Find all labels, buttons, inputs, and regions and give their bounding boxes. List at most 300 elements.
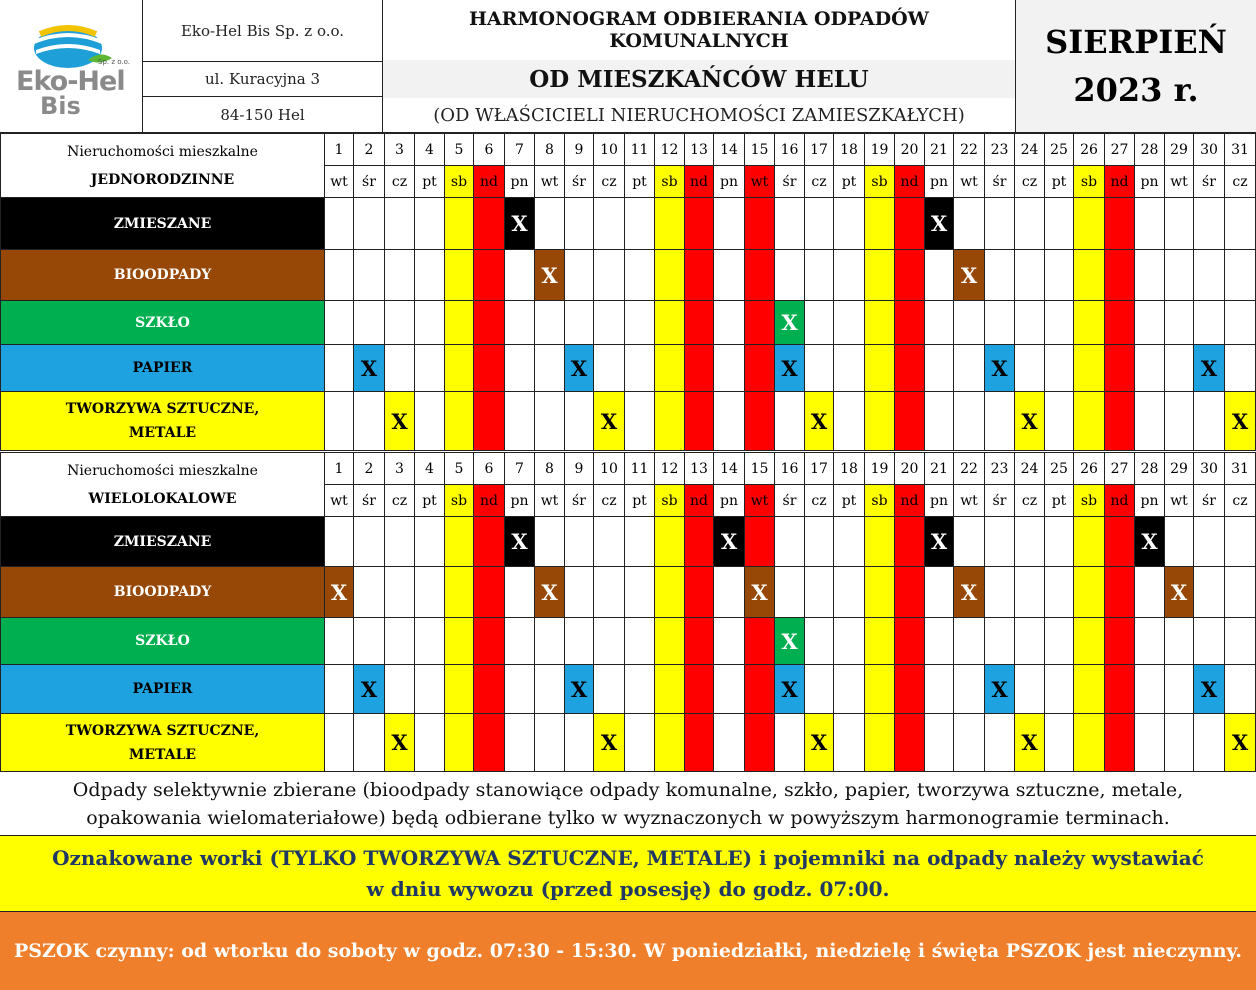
day-cell (895, 250, 925, 301)
day-cell (565, 392, 594, 451)
day-number-cell: 28 (1135, 134, 1165, 166)
day-cell (655, 618, 685, 665)
day-cell (775, 198, 805, 250)
day-cell (1015, 198, 1045, 250)
day-cell (925, 392, 954, 451)
day-cell (805, 618, 834, 665)
day-cell (745, 714, 775, 772)
day-cell (805, 250, 834, 301)
day-cell (985, 301, 1015, 345)
day-number-cell: 17 (805, 453, 834, 485)
day-cell (1225, 250, 1256, 301)
weekday-cell: pt (1045, 166, 1074, 198)
day-cell (1015, 665, 1045, 714)
day-cell (594, 618, 625, 665)
day-cell (865, 567, 895, 618)
day-cell (775, 567, 805, 618)
day-cell (1074, 301, 1105, 345)
day-cell (474, 392, 505, 451)
day-cell (685, 198, 714, 250)
day-cell (1194, 517, 1225, 567)
day-cell (625, 345, 655, 392)
weekday-cell: śr (565, 485, 594, 517)
day-cell (745, 198, 775, 250)
day-cell (895, 198, 925, 250)
section-label (1, 134, 325, 198)
waste-type-label: BIOODPADY (1, 250, 325, 301)
day-cell (474, 517, 505, 567)
day-cell (1165, 618, 1194, 665)
day-cell (625, 618, 655, 665)
weekday-cell: wt (325, 166, 354, 198)
waste-type-label: PAPIER (1, 345, 325, 392)
day-cell (1225, 618, 1256, 665)
pickup-mark-cell (775, 618, 805, 665)
day-cell (954, 714, 985, 772)
day-cell (985, 714, 1015, 772)
pickup-mark-cell (985, 345, 1015, 392)
day-cell (865, 301, 895, 345)
day-cell (415, 714, 445, 772)
day-cell (1105, 714, 1135, 772)
day-number-cell: 31 (1225, 134, 1256, 166)
day-cell (714, 250, 745, 301)
day-cell (415, 392, 445, 451)
day-cell (1135, 714, 1165, 772)
day-number-cell: 5 (445, 134, 474, 166)
day-cell (474, 345, 505, 392)
schedule-table-multi-family (0, 452, 1256, 772)
day-cell (565, 250, 594, 301)
weekday-cell: wt (535, 166, 565, 198)
day-cell (805, 345, 834, 392)
pickup-mark-cell (775, 345, 805, 392)
day-cell (565, 618, 594, 665)
section-label-line1: Nieruchomości mieszkalne (67, 462, 258, 479)
day-cell (834, 714, 865, 772)
waste-row-papier (1, 345, 1256, 392)
weekday-cell: pt (834, 485, 865, 517)
weekday-cell: nd (685, 485, 714, 517)
waste-row-zmieszane (1, 517, 1256, 567)
day-number-cell: 4 (415, 134, 445, 166)
day-number-cell: 8 (535, 453, 565, 485)
weekday-cell: pt (415, 166, 445, 198)
day-number-cell: 1 (325, 134, 354, 166)
section-label-line2: WIELOLOKALOWE (88, 490, 237, 507)
weekday-cell: wt (325, 485, 354, 517)
pszok-note (0, 912, 1256, 990)
selective-waste-note-text: Odpady selektywnie zbierane (bioodpady stanowiące odpady komunalne, szkło, papier, tworzywa sztuczne, metale, opakowania wielomateriałowe) będą odbierane tylko w wyznaczonych w powyższym harmonogramie terminach. (72, 778, 1184, 829)
day-cell (535, 392, 565, 451)
day-cell (594, 301, 625, 345)
day-cell (1194, 567, 1225, 618)
day-cell (1105, 665, 1135, 714)
day-cell (895, 301, 925, 345)
day-number-cell: 27 (1105, 453, 1135, 485)
waste-type-label: TWORZYWA SZTUCZNE, METALE (1, 714, 325, 772)
day-cell (655, 567, 685, 618)
day-cell (385, 198, 415, 250)
weekday-cell: cz (1225, 166, 1256, 198)
day-cell (535, 345, 565, 392)
day-cell (445, 665, 474, 714)
day-cell (565, 198, 594, 250)
day-cell (714, 714, 745, 772)
day-cell (745, 665, 775, 714)
day-cell (925, 714, 954, 772)
day-number-cell: 11 (625, 453, 655, 485)
pickup-mark: X (781, 628, 798, 654)
day-cell (505, 392, 535, 451)
day-cell (865, 250, 895, 301)
day-number-cell: 27 (1105, 134, 1135, 166)
day-cell (325, 618, 354, 665)
weekday-cell: cz (385, 485, 415, 517)
day-cell (685, 345, 714, 392)
title-line2: OD MIESZKAŃCÓW HELU (383, 60, 1015, 98)
pickup-mark-cell (925, 198, 954, 250)
waste-row-tworzywa (1, 714, 1256, 772)
day-cell (1225, 198, 1256, 250)
pickup-mark: X (600, 730, 618, 755)
day-cell (714, 301, 745, 345)
logo-text-main: Eko-Hel (16, 66, 125, 97)
day-cell (535, 665, 565, 714)
weekday-cell: cz (1015, 485, 1045, 517)
weekday-cell: pt (625, 485, 655, 517)
weekday-cell: sb (655, 485, 685, 517)
day-cell (1015, 250, 1045, 301)
day-cell (1074, 665, 1105, 714)
day-cell (925, 567, 954, 618)
day-cell (685, 517, 714, 567)
waste-type-label: ZMIESZANE (1, 198, 325, 250)
day-cell (505, 301, 535, 345)
day-cell (655, 250, 685, 301)
waste-row-szklo (1, 301, 1256, 345)
pickup-mark-cell (1015, 714, 1045, 772)
day-cell (1045, 665, 1074, 714)
pickup-mark: X (391, 408, 408, 434)
day-cell (1135, 301, 1165, 345)
day-number-cell: 20 (895, 453, 925, 485)
weekday-cell: nd (895, 485, 925, 517)
weekday-cell: śr (1194, 166, 1225, 198)
day-cell (1045, 198, 1074, 250)
day-cell (954, 301, 985, 345)
waste-row-zmieszane (1, 198, 1256, 250)
day-cell (594, 567, 625, 618)
pickup-mark-cell (1135, 517, 1165, 567)
weekday-cell: cz (805, 166, 834, 198)
day-number-cell: 2 (354, 453, 385, 485)
pickup-mark-cell (565, 345, 594, 392)
day-cell (1165, 392, 1194, 451)
day-cell (565, 301, 594, 345)
pickup-mark: X (511, 529, 528, 554)
day-cell (1074, 345, 1105, 392)
day-cell (985, 517, 1015, 567)
day-number-cell: 9 (565, 453, 594, 485)
day-number-cell: 24 (1015, 134, 1045, 166)
day-cell (865, 392, 895, 451)
day-cell (805, 517, 834, 567)
waste-type-label: TWORZYWA SZTUCZNE, METALE (1, 392, 325, 451)
day-cell (805, 301, 834, 345)
pickup-mark-cell (1015, 392, 1045, 451)
day-cell (1135, 345, 1165, 392)
day-cell (954, 345, 985, 392)
weekday-cell: śr (565, 166, 594, 198)
pickup-mark: X (781, 355, 798, 381)
weekday-cell: wt (954, 166, 985, 198)
day-cell (1194, 250, 1225, 301)
weekday-cell: cz (1225, 485, 1256, 517)
pickup-mark: X (1200, 676, 1218, 702)
day-cell (895, 517, 925, 567)
day-cell (834, 301, 865, 345)
logo-text-sub: Bis (40, 92, 81, 120)
waste-type-label: ZMIESZANE (1, 517, 325, 567)
day-cell (985, 567, 1015, 618)
waste-row-szklo (1, 618, 1256, 665)
company-city: 84-150 Hel (143, 97, 383, 133)
day-cell (865, 198, 895, 250)
day-cell (834, 618, 865, 665)
day-cell (714, 345, 745, 392)
day-cell (834, 345, 865, 392)
day-cell (1045, 250, 1074, 301)
day-number-cell: 4 (415, 453, 445, 485)
pickup-mark: X (541, 579, 558, 605)
day-cell (625, 517, 655, 567)
day-number-cell: 6 (474, 453, 505, 485)
day-cell (385, 301, 415, 345)
day-cell (535, 714, 565, 772)
pickup-mark: X (1141, 529, 1158, 554)
pickup-mark-cell (354, 345, 385, 392)
day-cell (865, 618, 895, 665)
day-cell (714, 665, 745, 714)
day-cell (895, 345, 925, 392)
day-cell (474, 250, 505, 301)
weekday-cell: pt (834, 166, 865, 198)
day-number-cell: 18 (834, 134, 865, 166)
pickup-mark-cell (985, 665, 1015, 714)
waste-row-bioodpady (1, 567, 1256, 618)
day-number-cell: 13 (685, 134, 714, 166)
weekday-cell: pn (1135, 166, 1165, 198)
weekday-cell: wt (954, 485, 985, 517)
company-street: ul. Kuracyjna 3 (143, 62, 383, 97)
pickup-mark-cell (805, 392, 834, 451)
day-cell (354, 567, 385, 618)
day-cell (1105, 392, 1135, 451)
day-number-cell: 23 (985, 134, 1015, 166)
day-cell (745, 618, 775, 665)
day-cell (1015, 567, 1045, 618)
pickup-mark-cell (1165, 567, 1194, 618)
day-number-cell: 16 (775, 134, 805, 166)
day-cell (415, 198, 445, 250)
day-cell (1105, 345, 1135, 392)
weekday-cell: pt (625, 166, 655, 198)
day-number-cell: 21 (925, 453, 954, 485)
day-cell (1105, 198, 1135, 250)
bags-note-line2: w dniu wywozu (przed posesję) do godz. 07:00. (366, 876, 890, 901)
day-cell (1015, 345, 1045, 392)
day-cell (1225, 517, 1256, 567)
weekday-cell: sb (1074, 166, 1105, 198)
day-cell (505, 250, 535, 301)
day-cell (325, 198, 354, 250)
day-cell (895, 618, 925, 665)
day-number-cell: 22 (954, 453, 985, 485)
pickup-mark-cell (535, 567, 565, 618)
day-cell (474, 567, 505, 618)
waste-row-tworzywa (1, 392, 1256, 451)
pickup-mark-cell (954, 250, 985, 301)
day-cell (954, 665, 985, 714)
pickup-mark: X (570, 355, 588, 381)
month-block (1016, 0, 1256, 133)
day-cell (805, 567, 834, 618)
day-cell (625, 301, 655, 345)
day-cell (745, 301, 775, 345)
weekday-cell: pn (925, 166, 954, 198)
day-cell (865, 345, 895, 392)
day-number-cell: 8 (535, 134, 565, 166)
bags-note (0, 836, 1256, 912)
pickup-mark-cell (354, 665, 385, 714)
day-number-cell: 15 (745, 134, 775, 166)
day-cell (775, 250, 805, 301)
pickup-mark: X (781, 310, 798, 335)
day-cell (655, 301, 685, 345)
day-cell (1045, 345, 1074, 392)
day-cell (895, 714, 925, 772)
day-cell (594, 250, 625, 301)
day-cell (745, 250, 775, 301)
day-number-cell: 5 (445, 453, 474, 485)
pickup-mark: X (720, 529, 738, 554)
day-cell (1105, 517, 1135, 567)
weekday-cell: nd (685, 166, 714, 198)
weekday-cell: śr (775, 166, 805, 198)
day-cell (865, 714, 895, 772)
day-number-cell: 31 (1225, 453, 1256, 485)
day-cell (385, 517, 415, 567)
day-cell (354, 714, 385, 772)
day-cell (1165, 345, 1194, 392)
day-cell (685, 392, 714, 451)
day-cell (535, 198, 565, 250)
day-cell (415, 665, 445, 714)
day-cell (1045, 618, 1074, 665)
waste-row-bioodpady (1, 250, 1256, 301)
day-cell (985, 618, 1015, 665)
day-cell (954, 392, 985, 451)
day-number-cell: 19 (865, 453, 895, 485)
day-cell (325, 345, 354, 392)
day-number-cell: 24 (1015, 453, 1045, 485)
pickup-mark-cell (385, 714, 415, 772)
day-cell (325, 250, 354, 301)
day-cell (925, 618, 954, 665)
pickup-mark-cell (805, 714, 834, 772)
pickup-mark-cell (1225, 714, 1256, 772)
day-cell (745, 392, 775, 451)
day-cell (714, 567, 745, 618)
weekday-cell: cz (805, 485, 834, 517)
weekday-cell: śr (354, 485, 385, 517)
day-number-cell: 12 (655, 134, 685, 166)
pickup-mark: X (1170, 579, 1188, 605)
day-cell (655, 198, 685, 250)
day-cell (325, 392, 354, 451)
day-cell (415, 517, 445, 567)
day-cell (505, 618, 535, 665)
pickup-mark-cell (714, 517, 745, 567)
weekday-cell: sb (655, 166, 685, 198)
pickup-mark-cell (325, 567, 354, 618)
title-block (383, 0, 1016, 133)
day-cell (445, 345, 474, 392)
title-line1: HARMONOGRAM ODBIERANIA ODPADÓW KOMUNALNYCH (468, 8, 930, 52)
weekday-cell: wt (745, 485, 775, 517)
day-cell (535, 517, 565, 567)
pickup-mark-cell (1194, 345, 1225, 392)
weekday-cell: wt (535, 485, 565, 517)
pickup-mark: X (541, 262, 558, 288)
day-cell (1165, 517, 1194, 567)
day-number-cell: 17 (805, 134, 834, 166)
day-cell (985, 392, 1015, 451)
weekday-cell: pn (714, 485, 745, 517)
day-number-cell: 28 (1135, 453, 1165, 485)
day-number-cell: 14 (714, 453, 745, 485)
day-cell (625, 714, 655, 772)
day-cell (1105, 250, 1135, 301)
pickup-mark: X (930, 211, 948, 236)
pickup-mark: X (930, 529, 948, 554)
pickup-mark-cell (954, 567, 985, 618)
pickup-mark: X (960, 262, 978, 288)
day-cell (354, 301, 385, 345)
pickup-mark: X (781, 676, 798, 702)
day-cell (1135, 567, 1165, 618)
day-cell (805, 198, 834, 250)
day-cell (954, 198, 985, 250)
pickup-mark-cell (925, 517, 954, 567)
weekday-cell: sb (445, 166, 474, 198)
day-cell (925, 301, 954, 345)
day-cell (445, 392, 474, 451)
day-cell (445, 714, 474, 772)
pickup-mark-cell (775, 301, 805, 345)
waste-type-label: BIOODPADY (1, 567, 325, 618)
day-cell (895, 392, 925, 451)
weekday-cell: nd (1105, 485, 1135, 517)
day-cell (1074, 618, 1105, 665)
day-number-cell: 30 (1194, 134, 1225, 166)
day-number-cell: 12 (655, 453, 685, 485)
month-name: SIERPIEŃ (1045, 23, 1227, 61)
day-cell (415, 345, 445, 392)
day-cell (1135, 392, 1165, 451)
pickup-mark-cell (1225, 392, 1256, 451)
